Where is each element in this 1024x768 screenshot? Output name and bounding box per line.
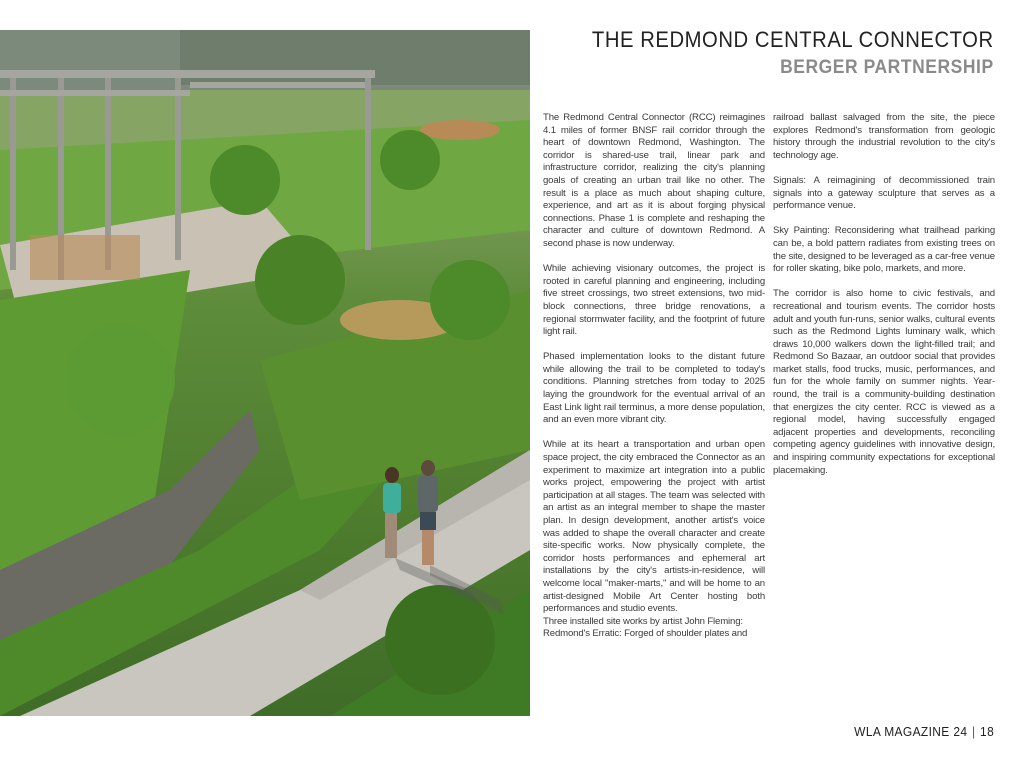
paragraph: Sky Painting: Reconsidering what trailhead parking can be, a bold pattern radiates from existing trees on the site, designed to be leveraged as a car-free venue for roller skating, bike polo, markets, and more. — [773, 225, 995, 275]
magazine-name: WLA MAGAZINE 24 — [854, 724, 968, 739]
paragraph: Signals: A reimagining of decommissioned train signals into a gateway sculpture that serves as a performance venue. — [773, 174, 995, 212]
page-number: 18 — [979, 724, 994, 739]
title-block — [557, 27, 994, 79]
paragraph: Phased implementation looks to the distant future while allowing the trail to be completed to today's conditions. Planning stretches from today to 2025 laying the groundwork for the eventual arrival of an East Link light rail terminus, a more dense population, and an even more vibrant city. — [543, 351, 765, 426]
paragraph: railroad ballast salvaged from the site, the piece explores Redmond's transformation from geologic history through the industrial revolution to the city's technology age. — [773, 112, 995, 161]
paragraph: The corridor is also home to civic festivals, and recreational and tourism events. The corridor hosts adult and youth fun-runs, senior walks, cultural events such as the Redmond Lights luminary walk, which draws 10,000 walkers down the light-filled trail; and Redmond So Bazaar, an outdoor social that provides market stalls, food trucks, music, performances, and fun for the whole family on summer nights. Year-round, the trail is a community-building destination that energizes the city center. RCC is viewed as a regional model, having successfully engaged adjacent properties and developments, reconciling competing agency guidelines with innovative design, and inspiring community expectations for exceptional placemaking. — [773, 288, 995, 476]
trail-photo — [0, 30, 530, 716]
paragraph: While achieving visionary outcomes, the project is rooted in careful planning and engineering, including five street crossings, two street extensions, two mid-block connections, three bridge renovations, a regional stormwater facility, and the footprint of future light rail. — [543, 263, 765, 338]
article-subtitle: BERGER PARTNERSHIP — [780, 57, 994, 78]
paragraph: While at its heart a transportation and urban open space project, the city embraced the Connector as an experiment to maximize art integration into a public works project, empowering the project with artist participation at all stages. The team was selected with an artist as an integral member to shape the master plan. In design development, another artist's voice was added to shape the overall character and create site-specific works. Now physically complete, the corridor hosts performances and ephemeral art installations by the city's artists-in-residence, will welcome local "maker-marts," and will be home to an artist-designed Mobile Art Center hosting both performances and studio events. — [543, 439, 765, 615]
text-column-left — [543, 112, 765, 641]
paragraph: Three installed site works by artist John Fleming: — [543, 615, 743, 627]
article-title: THE REDMOND CENTRAL CONNECTOR — [592, 27, 994, 52]
paragraph: The Redmond Central Connector (RCC) reimagines 4.1 miles of former BNSF rail corridor through the heart of downtown Redmond, Washington. The corridor is shared-use trail, linear park and infrastructure corridor, realizing the city's planning goals of creating an urban trail like no other. The result is a place as much about shaping culture, experience, and art as it is about forging physical connections. Phase 1 is complete and reshaping the character and culture of downtown Redmond. A second phase is now underway. — [543, 112, 765, 249]
page-footer — [854, 724, 994, 739]
paragraph: Redmond's Erratic: Forged of shoulder plates and — [543, 628, 748, 640]
text-column-right — [773, 112, 995, 490]
trail-photo-illustration — [0, 30, 530, 716]
footer-separator: | — [971, 724, 976, 739]
